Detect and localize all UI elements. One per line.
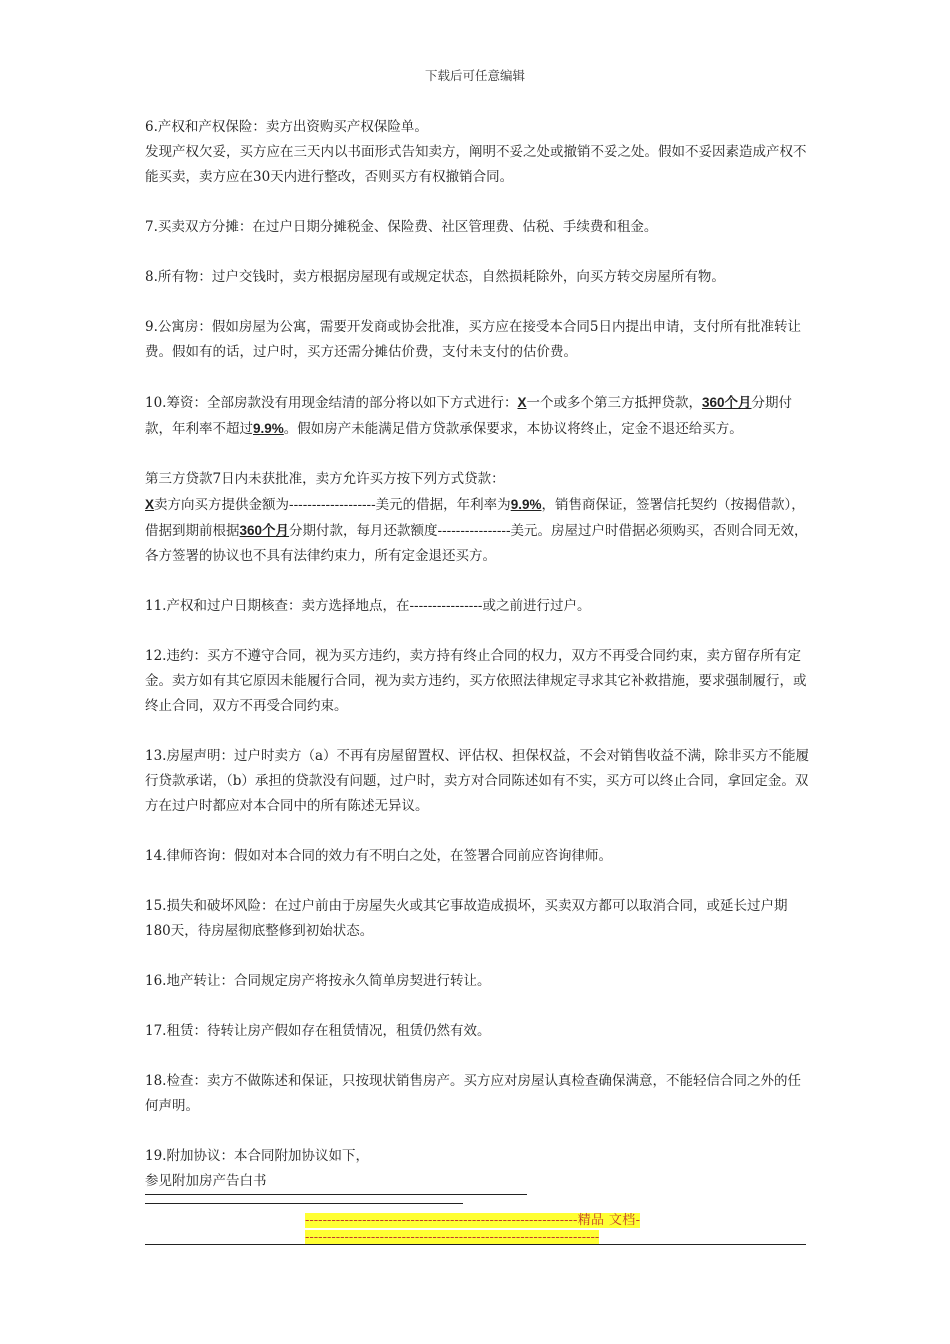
section-10b-body — [145, 492, 810, 569]
section-15: 15.损失和破坏风险：在过户前由于房屋失火或其它事故造成损坏，买卖双方都可以取消合同，或延长过户期180天，待房屋彻底整修到初始状态。 — [145, 898, 788, 939]
footer-divider — [145, 1244, 806, 1245]
addendum-reference: 参见附加房产告白书 — [145, 1169, 527, 1195]
section-9: 9.公寓房：假如房屋为公寓，需要开发商或协会批准，买方应在接受本合同5日内提出申请，支付所有批准转让费。假如有的话，过户时，买方还需分摊估价费，支付未支付的估价费。 — [145, 319, 801, 360]
interest-rate: 9.9% — [253, 421, 284, 436]
section-10b-intro: 第三方贷款7日内未获批准，卖方允许买方按下列方式贷款： — [145, 471, 505, 487]
section-10b-text-a: 卖方向买方提供金额为-------------------美元的借据，年利率为 — [154, 497, 511, 513]
document-body — [145, 115, 810, 1195]
loan-term: 360个月 — [239, 523, 290, 538]
section-10-text-a: 10.筹资：全部房款没有用现金结清的部分将以如下方式进行： — [145, 395, 518, 411]
footer-highlight-text: --------------------------------------------------------------精品 文档-------------------------------------------------------------------- — [305, 1213, 640, 1245]
section-6-line1: 6.产权和产权保险：卖方出资购买产权保险单。 — [145, 119, 428, 135]
checkbox-mark: X — [517, 395, 527, 410]
section-19-line2 — [145, 1169, 810, 1195]
section-7: 7.买卖双方分摊：在过户日期分摊税金、保险费、社区管理费、估税、手续费和租金。 — [145, 219, 658, 235]
section-11: 11.产权和过户日期核查：卖方选择地点，在----------------或之前进行过户。 — [145, 598, 591, 614]
section-16: 16.地产转让：合同规定房产将按永久简单房契进行转让。 — [145, 973, 491, 989]
section-6 — [145, 115, 810, 190]
section-17: 17.租赁：待转让房产假如存在租赁情况，租赁仍然有效。 — [145, 1023, 491, 1039]
page-header: 下载后可任意编辑 — [424, 68, 525, 83]
footer-watermark — [305, 1212, 640, 1246]
loan-term: 360个月 — [701, 395, 752, 410]
section-6-line2: 发现产权欠妥，买方应在三天内以书面形式告知卖方，阐明不妥之处或撤销不妥之处。假如不妥因素造成产权不能买卖，卖方应在30天内进行整改，否则买方有权撤销合同。 — [145, 144, 807, 185]
section-10b-text-c: 分期付款，每月还款额度----------------美元。房屋过户时借据必须购买，否则合同无效，各方签署的协议也不具有法律约束力，所有定金退还买方。 — [145, 523, 808, 564]
section-10-text-c: 分期付款，年利率不超过 — [145, 395, 793, 437]
interest-rate: 9.9% — [510, 497, 542, 512]
section-19-line1: 19.附加协议：本合同附加协议如下， — [145, 1148, 369, 1164]
section-18: 18.检查：卖方不做陈述和保证，只按现状销售房产。买方应对房屋认真检查确保满意，不能轻信合同之外的任何声明。 — [145, 1073, 801, 1114]
section-13: 13.房屋声明：过户时卖方（a）不再有房屋留置权、评估权、担保权益，不会对销售收益不满，除非买方不能履行贷款承诺，（b）承担的贷款没有问题，过户时，卖方对合同陈述如有不实，买方可以终止合同，拿回定金。双方在过户时都应对本合同中的所有陈述无异议。 — [145, 748, 810, 814]
section-10-text-b: 一个或多个第三方抵押贷款， — [526, 395, 702, 411]
section-10 — [145, 390, 810, 442]
checkbox-mark: X — [145, 497, 155, 512]
section-10b-text-b: ，销售商保证，签署信托契约（按揭借款），借据到期前根据 — [145, 497, 805, 539]
section-10b — [145, 467, 810, 569]
section-8: 8.所有物：过户交钱时，卖方根据房屋现有或规定状态，自然损耗除外，向买方转交房屋所有物。 — [145, 269, 725, 285]
section-19 — [145, 1144, 810, 1195]
signature-line — [145, 1203, 463, 1204]
section-12: 12.违约：买方不遵守合同，视为买方违约，卖方持有终止合同的权力，双方不再受合同约束，卖方留存所有定金。卖方如有其它原因未能履行合同，视为卖方违约，买方依照法律规定寻求其它补救措施，要求强制履行，或终止合同，双方不再受合同约束。 — [145, 648, 807, 714]
section-10-text-d: 。假如房产未能满足借方贷款承保要求，本协议将终止，定金不退还给买方。 — [283, 421, 743, 437]
section-14: 14.律师咨询：假如对本合同的效力有不明白之处，在签署合同前应咨询律师。 — [145, 848, 612, 864]
